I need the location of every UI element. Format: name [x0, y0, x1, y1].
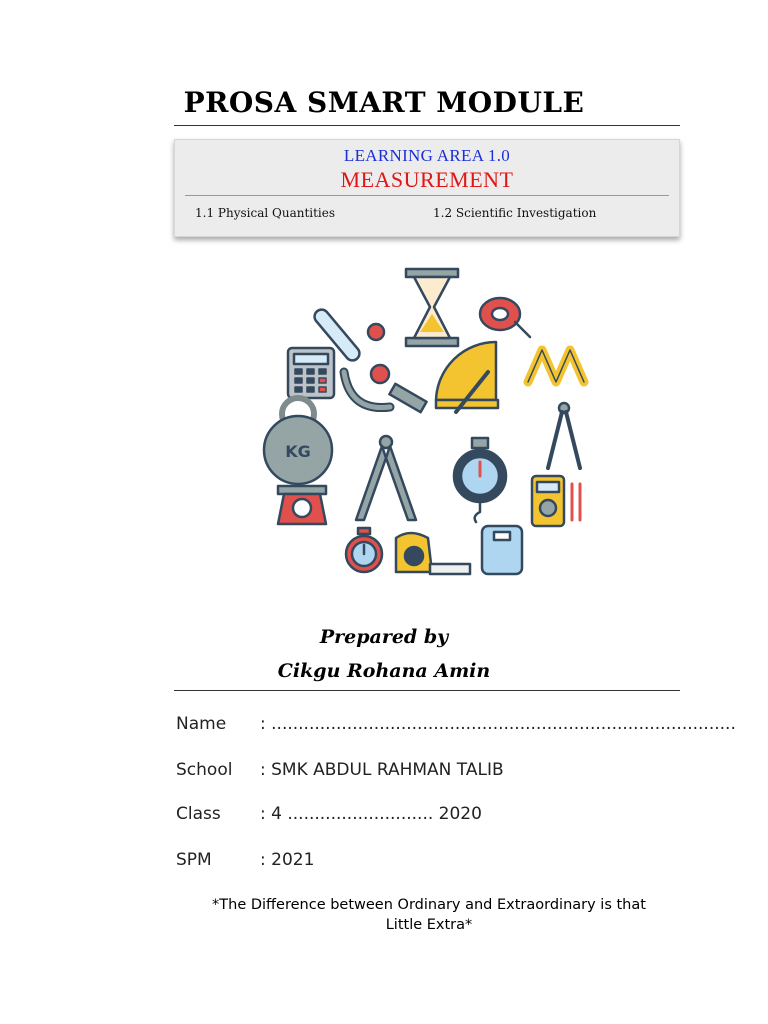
author-name: Cikgu Rohana Amin	[277, 660, 491, 682]
weight-kg-label: KG	[285, 442, 311, 461]
measuring-tape-icon	[396, 533, 470, 574]
quote-line-2: Little Extra*	[385, 917, 473, 933]
learning-area-title: MEASUREMENT	[340, 167, 514, 192]
title-divider	[174, 125, 680, 126]
quote-line-1: *The Difference between Ordinary and Extraordinary is that	[212, 897, 646, 913]
micrometer-icon	[344, 365, 427, 412]
folding-ruler-icon	[528, 350, 584, 382]
field-spm-value: : 2021	[260, 850, 315, 870]
kitchen-scale-icon	[278, 486, 326, 524]
field-class-value: : 4 ........................... 2020	[260, 804, 482, 824]
learning-area-box	[174, 139, 680, 237]
field-school-label: School	[176, 760, 233, 780]
bathroom-scale-icon	[482, 526, 522, 574]
author-divider	[174, 690, 680, 691]
subtopic-scientific-investigation: 1.2 Scientific Investigation	[433, 206, 597, 220]
field-name-value: : ......................................................................................	[260, 714, 736, 734]
hourglass-icon	[406, 269, 458, 346]
multimeter-icon	[532, 476, 580, 526]
learning-area-label: LEARNING AREA 1.0	[343, 146, 511, 165]
spring-scale-icon	[454, 438, 506, 522]
motivational-quote	[184, 895, 674, 935]
measurement-tools-illustration	[260, 262, 590, 592]
field-name-label: Name	[176, 714, 227, 734]
calculator-icon	[288, 348, 334, 398]
tape-measure-icon	[480, 298, 530, 337]
prepared-by-label: Prepared by	[319, 626, 449, 648]
field-spm-label: SPM	[176, 850, 212, 870]
weight-icon	[264, 398, 332, 484]
module-title: PROSA SMART MODULE	[183, 86, 585, 119]
caliper-icon	[356, 436, 416, 520]
field-class-label: Class	[176, 804, 221, 824]
protractor-icon	[436, 342, 498, 412]
subtopic-physical-quantities: 1.1 Physical Quantities	[195, 206, 336, 220]
field-school-value: : SMK ABDUL RAHMAN TALIB	[260, 760, 504, 780]
box-divider	[185, 195, 669, 196]
stopwatch-icon	[346, 528, 382, 572]
compass-icon	[548, 403, 580, 468]
